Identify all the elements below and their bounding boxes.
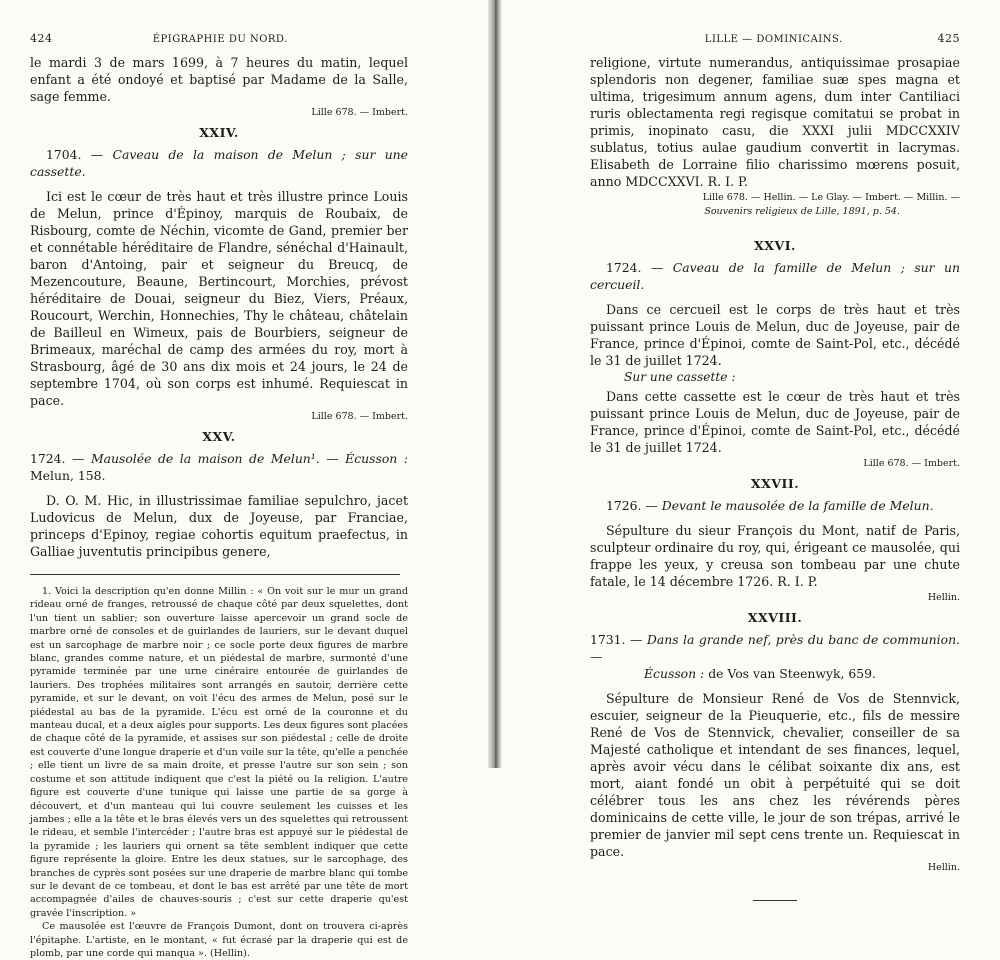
section-25-date: 1724. xyxy=(30,451,66,466)
right-continuation-text: religione, virtute numerandus, antiquissimae prosapiae splendoris non degener, familiae suæ spes magna et ultima, trigesimum annum agens, dum inter Cantiliaci ruris oblectamenta regi regisque comitatui se probat in primis, inopinato casu, die XXXI julii MDCCXXIV sublatus, totius aulae gaudium convertit in lacrymas. Elisabeth de Lorraine filio charissimo mœrens posuit, anno MDCCXXVI. R. I. P. xyxy=(590,55,960,189)
section-24-number: XXIV. xyxy=(199,125,239,140)
right-page-number: 425 xyxy=(937,32,960,45)
section-28-number: XXVIII. xyxy=(747,610,803,625)
left-intro-source: Lille 678. — Imbert. xyxy=(311,107,408,118)
footnote-rule xyxy=(30,574,400,575)
section-28-escusson-value: de Vos van Steenwyk, 659. xyxy=(708,666,876,681)
left-intro-text: le mardi 3 de mars 1699, à 7 heures du matin, lequel enfant a été ondoyé et baptisé par Madame de la Salle, sage femme. xyxy=(30,55,408,104)
section-26-date: 1724. xyxy=(606,260,642,275)
section-28-heading: 1731. — Dans la grande nef, près du banc de communion. — xyxy=(590,632,960,664)
section-26-text-2: Dans cette cassette est le cœur de très haut et très puissant prince Louis de Melun, duc de Joyeuse, pair de France, prince d'Épinoi, comte de Saint-Pol, etc., décédé le 31 de juillet 1724. xyxy=(590,389,960,455)
right-page xyxy=(508,0,1000,873)
section-27-number: XXVII. xyxy=(750,476,800,491)
section-26-title: Caveau de la famille de Melun ; sur un cercueil. xyxy=(590,260,960,292)
section-25-text: D. O. M. Hic, in illustrissimae familiae sepulchro, jacet Ludovicus de Melun, dux de Joyeuse, par Franciae, princeps d'Epinoy, regiae cohortis equitum praefectus, in Galliae juventutis principibus genere, xyxy=(30,493,408,559)
right-running-head xyxy=(590,32,960,54)
section-28-text: Sépulture de Monsieur René de Vos de Stennvick, escuier, seigneur de la Pieuquerie, etc., fils de messire René de Vos de Stennvick, chevalier, conseiller de sa Majesté catholique et intendant de ses finances, lequel, après avoir vécu dans le célibat soixante dix ans, est mort, aiant fondé un obit à perpétuité qui se doit célébrer tous les ans chez les révérends pères dominicains de cette ville, le jour de son trépas, arrivé le premier de janvier mil sept cens trente un. Requiescat in pace. xyxy=(590,691,960,859)
left-running-title: ÉPIGRAPHIE DU NORD. xyxy=(152,34,288,45)
section-26-text-1: Dans ce cercueil est le corps de très haut et très puissant prince Louis de Melun, duc de Joyeuse, pair de France, prince d'Épinoi, comte de Saint-Pol, etc., décédé le 31 de juillet 1724. xyxy=(590,302,960,368)
right-running-title: LILLE — DOMINICAINS. xyxy=(704,34,843,45)
section-25-title: Mausolée de la maison de Melun¹. xyxy=(90,451,320,466)
section-25-heading: 1724. — Mausolée de la maison de Melun¹. — Écusson : Melun, 158. xyxy=(30,451,408,483)
footnote-2: Ce mausolée est l'œuvre de François Dumont, dont on trouvera ci-après l'épitaphe. L'artiste, en le montant, « fut écrasé par la draperie qui est de plomb, par une corde qui manqua ». (Hellin). xyxy=(30,921,408,959)
section-26-subhead: Sur une cassette : xyxy=(624,370,736,384)
section-27-source: Hellin. xyxy=(927,592,960,603)
footnote-1: 1. Voici la description qu'en donne Millin : « On voit sur le mur un grand rideau orné de franges, retroussé de chaque côté par deux squelettes, dont l'un tient un sablier; son ouverture laisse apercevoir un grand socle de marbre orné de consoles et de guirlandes de lauriers, sur le devant duquel est un sarcophage de marbre noir ; ce socle porte deux figures de marbre blanc, grandes comme nature, et un piédestal de marbre, surmonté d'une pyramide terminée par une urne cinéraire entourée de guirlandes de lauriers. Des trophées militaires sont arrangés en sautoir, derrière cette pyramide, et sur le devant, on voit l'écu des armes de Melun, posé sur le piédestal au bas de la pyramide. L'écu est orné de la couronne et du manteau ducal, et a deux aigles pour supports. Les deux figures sont placées de chaque côté de la pyramide, et assises sur son piédestal ; celle de droite est couverte d'une longue draperie et d'un voile sur la tête, qu'elle a penchée ; elle tient un livre de sa main droite, et presse l'autre sur son sein ; son costume et son attitude indiquent que c'est la piété ou la religion. L'autre figure est couverte d'une tunique qui laisse une partie de sa gorge à découvert, et d'un manteau qui lui couvre seulement les cuisses et les jambes ; elle a la tête et le bras élevés vers un des squelettes qui retroussent le rideau, et semble l'intercéder ; l'autre bras est appuyé sur le piédestal de la pyramide ; les lauriers qui ornent sa tête semblent indiquer que cette figure représente la gloire. Entre les deux statues, sur le sarcophage, des branches de cyprès sont posées sur une draperie de marbre blanc qui tombe sur le devant de ce tombeau, et dont le bas est arrêté par une tête de mort accompagnée d'ailes de chauves-souris ; c'est sur cette draperie qu'est gravée l'inscription. » xyxy=(30,586,408,919)
book-gutter xyxy=(488,0,502,768)
section-24-title: Caveau de la maison de Melun ; sur une cassette. xyxy=(30,147,408,179)
section-28-title: Dans la grande nef, près du banc de communion. — xyxy=(590,632,960,664)
section-27-text: Sépulture du sieur François du Mont, natif de Paris, sculpteur ordinaire du roy, qui, érigeant ce mausolée, qui frappe les yeux, y creusa son tombeau par une chute fatale, le 14 décembre 1726. R. I. P. xyxy=(590,523,960,589)
section-27-heading: 1726. — Devant le mausolée de la famille de Melun. xyxy=(606,498,934,513)
section-24-heading: 1704. — Caveau de la maison de Melun ; sur une cassette. xyxy=(30,147,408,179)
section-28-escusson-label: Écusson : xyxy=(644,666,705,681)
section-26-number: XXVI. xyxy=(754,238,796,253)
end-rule xyxy=(753,900,797,901)
section-25-number: XXV. xyxy=(202,429,236,444)
section-28-escusson xyxy=(644,665,960,682)
section-26-heading: 1724. — Caveau de la famille de Melun ; sur un cercueil. xyxy=(590,260,960,292)
section-26-source: Lille 678. — Imbert. xyxy=(863,458,960,469)
section-24-text: Ici est le cœur de très haut et très illustre prince Louis de Melun, prince d'Épinoy, marquis de Roubaix, de Risbourg, comte de Néchin, vicomte de Gand, premier ber et connétable héréditaire de Flandre, sénéchal d'Hainault, baron d'Antoing, pair et seigneur du Breucq, de Mezencouture, Beaune, Bertincourt, Morchies, prévost héréditaire de Douai, seigneur du Biez, Viers, Préaux, Roucourt, Werchin, Honnechies, Thy le château, châtelain de Bailleul en Wimeux, pais de Bourbiers, seigneur de Brimeaux, maréchal de camp des armées du roy, mort à Strasbourg, âgé de 30 ans dix mois et 24 jours, le 24 de septembre 1704, où son corps est inhumé. Requiescat in pace. xyxy=(30,189,408,408)
section-24-date: 1704. xyxy=(46,147,82,162)
left-page-number: 424 xyxy=(30,32,53,45)
right-continuation-source-2: Souvenirs religieux de Lille, 1891, p. 54. xyxy=(704,206,900,217)
right-continuation-source: Lille 678. — Hellin. — Le Glay. — Imbert. — Millin. — xyxy=(702,192,960,203)
left-running-head xyxy=(30,32,408,54)
left-page xyxy=(0,0,492,959)
section-25-escusson-value: Melun, 158. xyxy=(30,468,106,483)
section-25-escusson-label: Écusson : xyxy=(345,451,408,466)
section-28-date: 1731. xyxy=(590,632,626,647)
section-24-source: Lille 678. — Imbert. xyxy=(311,411,408,422)
section-27-date: 1726. xyxy=(606,498,642,513)
section-28-source: Hellin. xyxy=(927,862,960,873)
section-27-title: Devant le mausolée de la famille de Melun. xyxy=(661,498,934,513)
